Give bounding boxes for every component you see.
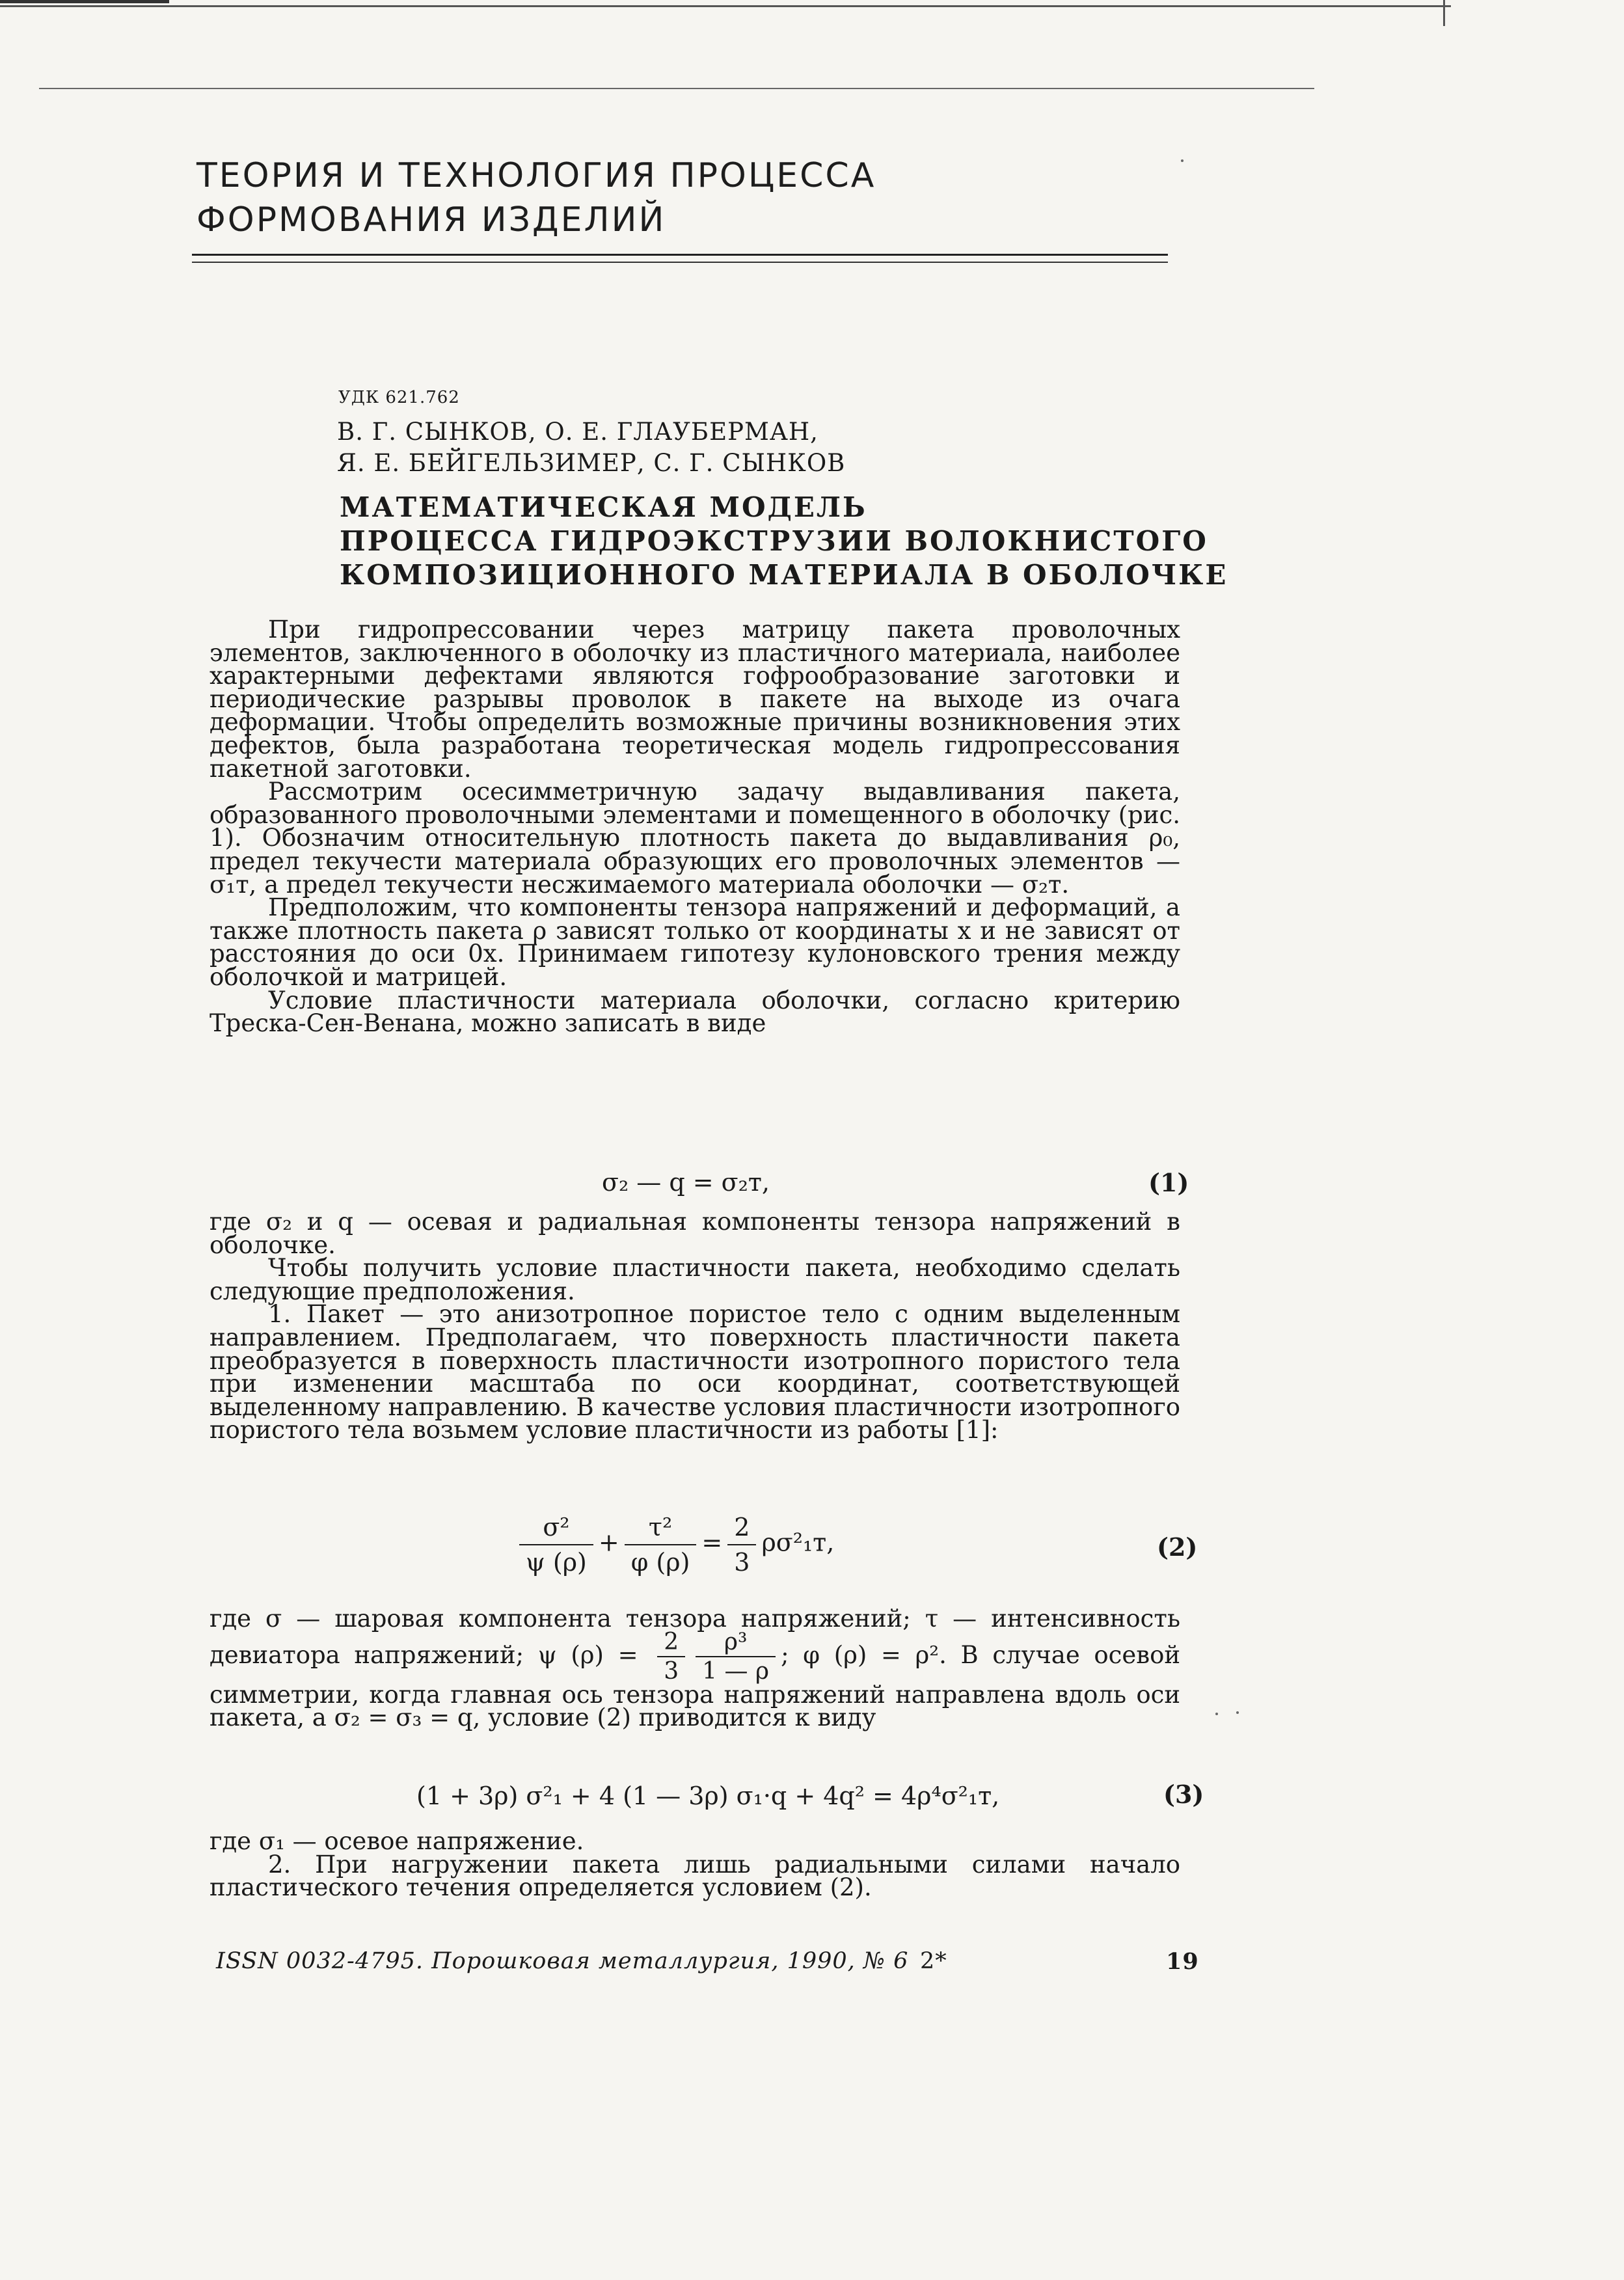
signature-mark: 2*: [920, 1948, 947, 1974]
article-title: [340, 491, 1251, 592]
denominator: 3: [664, 1658, 679, 1685]
paragraph: Чтобы получить условие пластичности пакета, необходимо сделать следующие предположения.: [210, 1254, 1180, 1305]
paragraph: где σ₂ и q — осевая и радиальная компоненты тензора напряжений в оболочке.: [210, 1208, 1180, 1259]
paragraph-text: где σ — шаровая компонента тензора напряжений; τ — интенсивность девиатора напряжений;: [210, 1605, 1180, 1669]
fraction: [519, 1513, 593, 1577]
section-heading-line: ФОРМОВАНИЯ ИЗДЕЛИЙ: [196, 200, 666, 239]
phi-definition: ; φ (ρ) = ρ².: [781, 1640, 947, 1669]
page-number: 19: [1166, 1948, 1199, 1975]
paragraph-text: В случае осевой симметрии, когда главная ось тензора напряжений направлена вдоль оси пакета, а σ₂ = σ₃ = q, условие (2) приводится к виду: [210, 1640, 1181, 1732]
body-block-2: [210, 1208, 1180, 1445]
title-line: ПРОЦЕССА ГИДРОЭКСТРУЗИИ ВОЛОКНИСТОГО: [340, 525, 1208, 557]
numerator: σ²: [519, 1513, 593, 1545]
numerator: 2: [727, 1513, 756, 1545]
equation-2-tail: ρσ²₁т,: [761, 1528, 835, 1557]
numerator: τ²: [625, 1513, 697, 1545]
equation-1-number: (1): [1148, 1168, 1189, 1197]
equation-3-number: (3): [1163, 1780, 1204, 1809]
section-heading-line: ТЕОРИЯ И ТЕХНОЛОГИЯ ПРОЦЕССА: [196, 156, 876, 195]
fraction: [696, 1628, 776, 1685]
equation-2: $\frac{\text{σ²}}{\psi (\rho)}$ + $\frac{\text{τ²}}{\varphi (\rho)}$ = $\frac{2}{3}$ ρσ²₁т,: [514, 1513, 834, 1577]
fraction: [625, 1513, 697, 1577]
paragraph: [210, 1607, 1180, 1730]
authors-line: Я. Е. БЕЙГЕЛЬЗИМЕР, С. Г. СЫНКОВ: [337, 449, 846, 477]
paragraph: 1. Пакет — это анизотропное пористое тело с одним выделенным направлением. Предполагаем, что поверхность пластичности пакета преобразуется в поверхность пластичности изотропного пористого тела при изменении масштаба по оси координат, соответствующей выделенному направлению. В качестве условия пластичности изотропного пористого тела возьмем условие пластичности из работы [1]:: [210, 1300, 1180, 1445]
section-heading: [196, 154, 1172, 242]
body-block-3: [210, 1607, 1180, 1730]
title-line: МАТЕМАТИЧЕСКАЯ МОДЕЛЬ: [340, 491, 867, 523]
section-rule: [192, 254, 1168, 256]
equation-3: (1 + 3ρ) σ²₁ + 4 (1 — 3ρ) σ₁·q + 4q² = 4ρ⁴σ²₁т,: [416, 1782, 1000, 1810]
journal-citation: ISSN 0032-4795. Порошковая металлургия, 1990, № 6: [216, 1948, 909, 1974]
paragraph: где σ₁ — осевое напряжение.: [210, 1827, 584, 1855]
scan-speck: [1181, 159, 1184, 162]
scan-edge-mark: [1443, 0, 1445, 26]
numerator: 2: [657, 1631, 685, 1658]
body-block-1: [210, 616, 1180, 1038]
body-block-4: [210, 1827, 1180, 1902]
scan-speck: [1236, 1711, 1239, 1714]
paragraph: 2. При нагружении пакета лишь радиальными силами начало пластического течения определяется условием (2).: [210, 1850, 1180, 1902]
numerator: ρ³: [696, 1631, 776, 1658]
denominator: ψ (ρ): [526, 1548, 587, 1577]
fraction: [727, 1513, 756, 1577]
paragraph: Рассмотрим осесимметричную задачу выдавливания пакета, образованного проволочными элементами и помещенного в оболочку (рис. 1). Обозначим относительную плотность пакета до выдавливания ρ₀, предел текучести материала образующих его проволочных элементов — σ₁т, а предел текучести несжимаемого материала оболочки — σ₂т.: [210, 778, 1180, 899]
equation-1: σ₂ — q = σ₂т,: [602, 1168, 770, 1197]
denominator: 3: [734, 1548, 750, 1577]
header-rule: [39, 88, 1314, 89]
scan-speck: [1215, 1713, 1218, 1715]
title-line: КОМПОЗИЦИОННОГО МАТЕРИАЛА В ОБОЛОЧКЕ: [340, 559, 1228, 591]
equation-2-number: (2): [1157, 1532, 1198, 1562]
psi-label: ψ (ρ) =: [537, 1640, 638, 1669]
paragraph: При гидропрессовании через матрицу пакета проволочных элементов, заключенного в оболочку из пластичного материала, наиболее характерными дефектами являются гофрообразование заготовки и периодические разрывы проволок в пакете на выходе из очага деформации. Чтобы определить возможные причины возникновения этих дефектов, была разработана теоретическая модель гидропрессования пакетной заготовки.: [210, 616, 1180, 783]
denominator: φ (ρ): [630, 1548, 690, 1577]
authors: [337, 416, 845, 479]
paragraph: Предположим, что компоненты тензора напряжений и деформаций, а также плотность пакета ρ зависят только от координаты x и не зависят от расстояния до оси 0x. Принимаем гипотезу кулоновского трения между оболочкой и матрицей.: [210, 893, 1180, 991]
denominator: 1 — ρ: [702, 1658, 770, 1685]
section-rule: [192, 262, 1168, 263]
authors-line: В. Г. СЫНКОВ, О. Е. ГЛАУБЕРМАН,: [337, 418, 819, 446]
paragraph: Условие пластичности материала оболочки, согласно критерию Треска-Сен-Венана, можно записать в виде: [210, 986, 1180, 1038]
scan-edge-rule: [0, 5, 1451, 7]
udk-code: УДК 621.762: [338, 388, 460, 407]
fraction: [657, 1628, 685, 1685]
header-rule-accent: [0, 0, 169, 3]
